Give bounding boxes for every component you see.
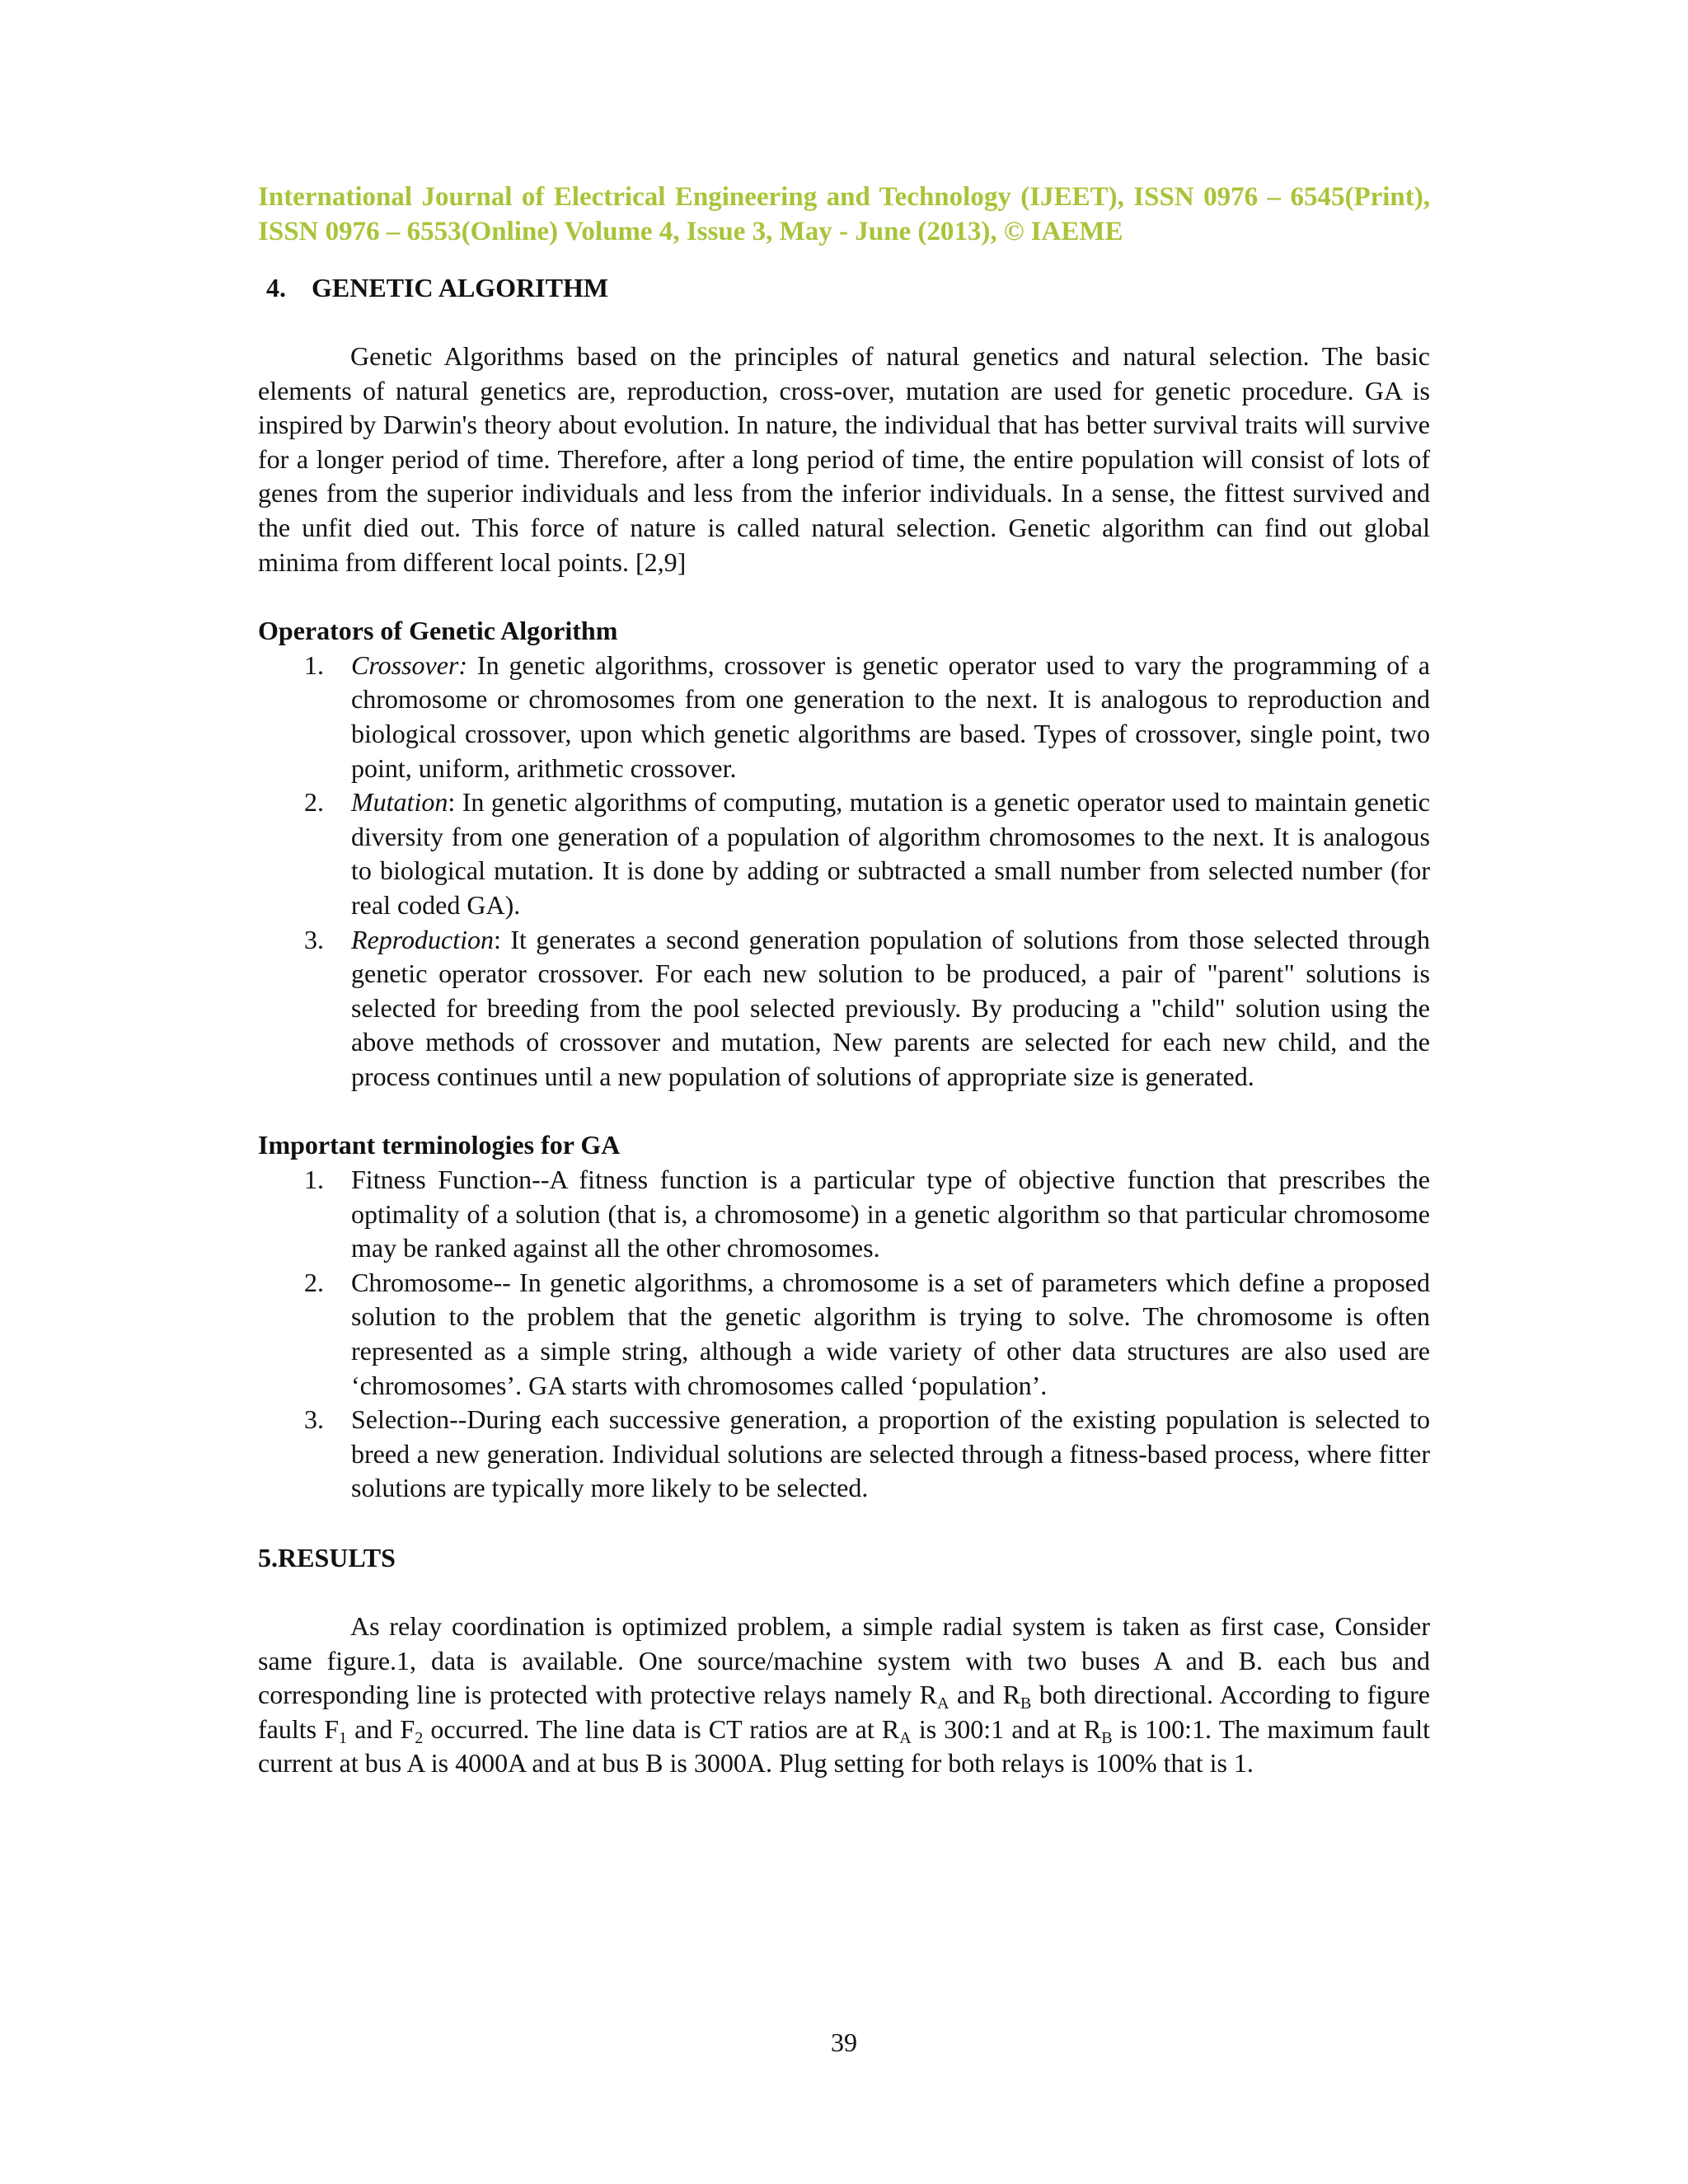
operator-description: : It generates a second generation population of solutions from those selected through genetic operator crossover. For each new solution to be produced, a pair of "parent" solutions is selected for breeding from the pool selected previously. By producing a "child" solution using the above methods of crossover and mutation, New parents are selected for each new child, and the process continues until a new population of solutions of appropriate size is generated. [351,924,1430,1091]
terminologies-heading: Important terminologies for GA [258,1130,621,1160]
operator-description: In genetic algorithms, crossover is genetic operator used to vary the programming of a chromosome or chromosomes from one generation to the next. It is analogous to reproduction and biological crossover, upon which genetic algorithms are based. Types of crossover, single point, two point, uniform, arithmetic crossover. [351,649,1430,783]
results-text: is 100:1. The maximum fault current at bus A is 4000A and at bus B is 3000A. Plug setting for both relays is 100% that is 1. [258,1713,1431,1779]
results-text: and F [347,1713,415,1744]
list-item [258,923,1430,1094]
subscript: A [937,1694,950,1713]
terminology-text: Selection--During each successive generation, a proportion of the existing population is selected to breed a new generation. Individual solutions are selected through a fitness-based process, where fitter solutions are typically more likely to be selected. [351,1404,1430,1503]
operators-heading: Operators of Genetic Algorithm [258,616,618,646]
section-number: 4. [266,273,286,302]
results-text: and R [949,1680,1020,1710]
operators-list [258,649,1430,1094]
operator-description: : In genetic algorithms of computing, mutation is a genetic operator used to maintain genetic diversity from one generation of a population of algorithm chromosomes to the next. It is analogous to biological mutation. It is done by adding or subtracted a small number from selected number (for real coded GA). [351,787,1430,920]
list-item [258,1266,1430,1403]
list-item [258,649,1430,785]
genetic-algorithm-paragraph: Genetic Algorithms based on the principles of natural genetics and natural selection. The basic elements of natural genetics are, reproduction, cross-over, mutation are used for genetic procedure. GA is inspired by Darwin's theory about evolution. In nature, the individual that has better survival traits will survive for a longer period of time. Therefore, after a long period of time, the entire population will consist of lots of genes from the superior individuals and less from the inferior individuals. In a sense, the fittest survived and the unfit died out. This force of nature is called natural selection. Genetic algorithm can find out global minima from different local points. [2,9] [258,341,1430,577]
results-text: occurred. The line data is CT ratios are at R [423,1713,900,1744]
list-marker: 3. [304,1404,324,1435]
section-heading-genetic-algorithm [258,270,1430,305]
list-marker: 3. [304,924,324,954]
terminology-text: Chromosome-- In genetic algorithms, a chromosome is a set of parameters which define a proposed solution to the problem that the genetic algorithm is trying to solve. The chromosome is often represented as a simple string, although a wide variety of other data structures are also used are ‘chromosomes’. GA starts with chromosomes called ‘population’. [351,1267,1430,1400]
section-title: GENETIC ALGORITHM [312,273,609,302]
list-item [258,1403,1430,1506]
results-text: both directional. According to figure faults F [258,1680,1431,1744]
list-marker: 1. [304,649,324,680]
subscript: 2 [415,1728,424,1747]
journal-header: International Journal of Electrical Engineering and Technology (IJEET), ISSN 0976 – 6545(Print), ISSN 0976 – 6553(Online) Volume 4, Issue 3, May - June (2013), © IAEME [258,182,1430,246]
operator-term: Reproduction [351,924,494,954]
subscript: 1 [339,1728,348,1747]
results-text: As relay coordination is optimized problem, a simple radial system is taken as first case, Consider same figure.1, data is available. One source/machine system with two buses A and B. each bus and corresponding line is protected with protective relays namely R [258,1611,1430,1710]
results-paragraph [258,1610,1430,1781]
subscript: B [1101,1728,1113,1747]
terminology-text: Fitness Function--A fitness function is a particular type of objective function that prescribes the optimality of a solution (that is, a chromosome) in a genetic algorithm so that particular chromosome may be ranked against all the other chromosomes. [351,1165,1430,1263]
list-marker: 2. [304,787,324,818]
terminologies-list [258,1163,1430,1506]
page-content [258,180,1430,1816]
operator-term: Mutation [351,787,448,818]
list-item [258,785,1430,922]
list-marker: 2. [304,1267,324,1297]
subscript: B [1020,1694,1032,1713]
section-heading-results: 5.RESULTS [258,1543,396,1572]
subscript: A [899,1728,912,1747]
list-marker: 1. [304,1165,324,1195]
operator-term: Crossover: [351,649,468,680]
page-number: 39 [831,2027,857,2057]
results-text: is 300:1 and at R [911,1713,1102,1744]
list-item [258,1163,1430,1266]
